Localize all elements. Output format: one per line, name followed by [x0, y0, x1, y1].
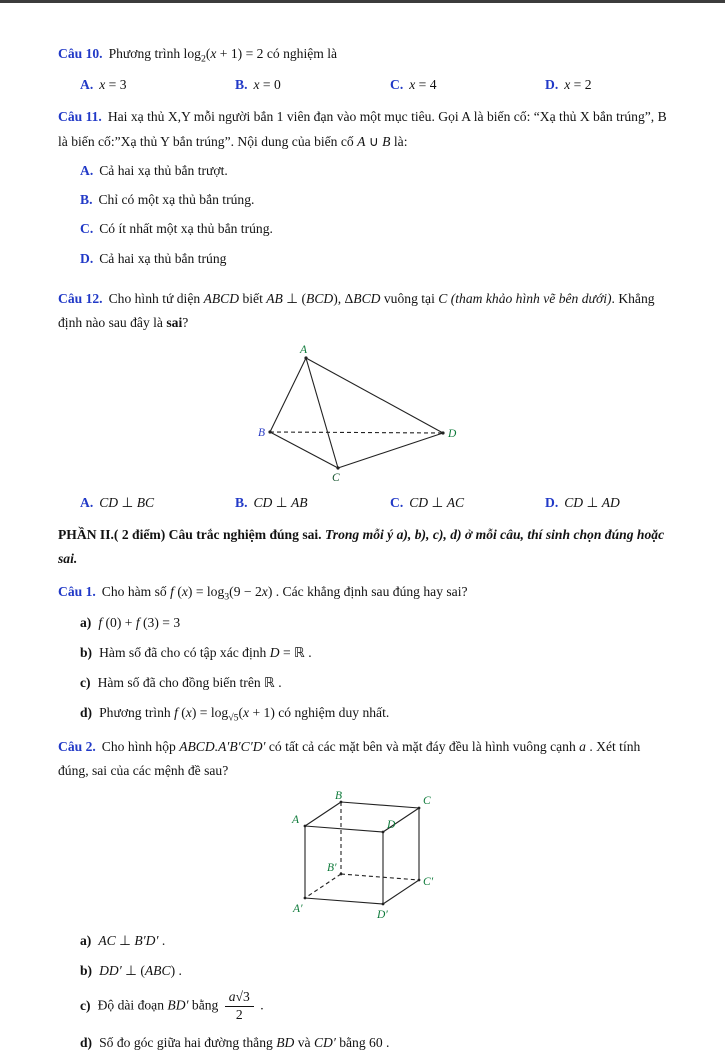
option-11-c [80, 218, 392, 239]
vertex-label-b: B [258, 426, 266, 439]
option-text: CD ⊥ AD [564, 494, 620, 510]
tetrahedron-figure [257, 342, 472, 484]
vertex-label-a: A [291, 813, 299, 826]
option-text: x = 2 [564, 77, 592, 93]
tetrahedron-figure-wrap [58, 342, 671, 488]
vertex-label-b: B [334, 789, 342, 802]
vertex-label-d: D [386, 818, 395, 831]
option-letter: D. [545, 77, 559, 93]
vertex-d-prime [381, 902, 384, 905]
statement-text: Hàm số đã cho có tập xác định D = ℝ . [99, 644, 312, 660]
vertex-d [441, 431, 444, 434]
part2-heading: PHẦN II.( 2 điểm) Câu trắc nghiệm đúng sai. Trong mỗi ý a), b), c), d) ở mỗi câu, thí sinh chọn đúng hoặc sai. [58, 526, 665, 567]
statement-1b [58, 642, 671, 663]
option-text: Cả hai xạ thủ bắn trượt. [99, 163, 228, 179]
vertex-a [303, 824, 306, 827]
statement-text: DD′ ⊥ (ABC) . [99, 962, 182, 978]
option-11-d [80, 248, 392, 269]
statement-letter: a) [80, 932, 92, 948]
option-text: x = 4 [409, 77, 437, 93]
option-12-c [390, 492, 545, 513]
box-figure [289, 790, 441, 922]
statement-text: Phương trình f $(x) = \log_{√5}(x + 1)$ có nghiệm duy nhất. [99, 705, 390, 724]
vertex-label-a: A [300, 343, 308, 356]
statement-2a [58, 930, 671, 951]
vertex-label-d-prime: D′ [376, 908, 388, 921]
edge-top-bc [341, 802, 419, 808]
vertex-label-c-prime: C′ [422, 875, 433, 888]
part2-question-2-label: Câu 2. [58, 738, 96, 754]
statement-letter: c) [80, 997, 91, 1013]
option-text: Chỉ có một xạ thủ bắn trúng. [98, 192, 255, 208]
option-10-b [235, 74, 390, 95]
statement-1d [58, 702, 671, 726]
question-12-options [58, 492, 671, 513]
question-10 [58, 42, 671, 68]
statement-2b [58, 960, 671, 981]
option-12-d [545, 492, 620, 513]
edge-cd [338, 433, 443, 468]
vertex-a [304, 356, 307, 359]
statement-2c [58, 990, 671, 1023]
question-10-options [58, 74, 671, 95]
option-text: CD ⊥ BC [99, 494, 155, 510]
vertex-label-c: C [332, 471, 340, 484]
statement-text-prefix: Độ dài đoạn BD′ bằng [97, 997, 222, 1013]
box-figure-wrap [58, 790, 671, 926]
edge-ac [306, 358, 338, 468]
option-letter: B. [80, 192, 93, 208]
statement-2d [58, 1032, 671, 1053]
question-10-label: Câu 10. [58, 46, 103, 61]
edge-ad [306, 358, 443, 433]
vertex-c-prime [417, 878, 420, 881]
vertex-d [381, 830, 384, 833]
statement-letter: d) [80, 705, 93, 721]
statement-text: Số đo góc giữa hai đường thẳng BD và CD′ bằng 60 . [99, 1034, 390, 1050]
part2-question-1-label: Câu 1. [58, 583, 96, 599]
fraction [225, 990, 254, 1023]
option-letter: C. [390, 494, 404, 510]
question-11 [58, 105, 671, 154]
question-10-text: Phương trình $\log_2(x + 1) = 2$ có nghiệm là [108, 46, 338, 65]
option-text: CD ⊥ AC [409, 494, 465, 510]
statement-text: Hàm số đã cho đồng biến trên ℝ . [97, 675, 282, 690]
option-text: x = 3 [99, 77, 127, 93]
part2-question-2 [58, 735, 671, 784]
option-letter: A. [80, 77, 94, 93]
question-11-options [58, 160, 671, 276]
option-12-b [235, 492, 390, 513]
statement-text: AC ⊥ B′D′ . [98, 932, 166, 948]
edge-bc [270, 432, 338, 468]
question-12-label: Câu 12. [58, 290, 103, 306]
option-letter: A. [80, 163, 94, 179]
vertex-c [417, 806, 420, 809]
vertex-label-d: D [448, 427, 457, 440]
option-12-a [80, 492, 235, 513]
statement-letter: c) [80, 675, 91, 690]
statement-letter: b) [80, 644, 93, 660]
part2-question-2-text: Cho hình hộp ABCD.A′B′C′D′ có tất cả các mặt bên và mặt đáy đều là hình vuông cạnh a . Xét tính đúng, sai của các mệnh đề sau? [58, 738, 641, 779]
option-10-c [390, 74, 545, 95]
option-letter: C. [390, 77, 404, 93]
statement-1a [58, 612, 671, 633]
vertex-b [268, 430, 271, 433]
question-11-text: Hai xạ thủ X,Y mỗi người bắn 1 viên đạn vào một mục tiêu. Gọi A là biến cố: “Xạ thủ X bắn trúng”, B là biến cố:”Xạ thủ Y bắn trúng”. Nội dung của biến cố A ∪ B là: [58, 109, 667, 149]
statement-text-suffix: . [256, 997, 264, 1013]
option-text: CD ⊥ AB [253, 494, 308, 510]
option-10-d [545, 74, 592, 95]
option-text: Cả hai xạ thủ bắn trúng [99, 250, 227, 266]
statement-letter: b) [80, 962, 93, 978]
edge-bottom-dc [383, 880, 419, 904]
option-letter: B. [235, 494, 248, 510]
question-12-text: Cho hình tứ diện ABCD biết AB ⊥ (BCD), ΔBCD vuông tại C (tham khảo hình vẽ bên dưới). Khẳng định nào sau đây là sai? [58, 290, 655, 331]
edge-bottom-bc-hidden [341, 874, 419, 880]
vertex-label-b-prime: B′ [326, 861, 337, 874]
option-text: x = 0 [253, 77, 281, 93]
vertex-label-c: C [422, 794, 431, 807]
part2-question-1 [58, 580, 671, 606]
option-letter: C. [80, 221, 94, 237]
option-letter: A. [80, 494, 94, 510]
edge-top-da [305, 826, 383, 832]
vertex-c [336, 466, 339, 469]
fraction-denominator: 2 [235, 1006, 243, 1022]
vertex-label-a-prime: A′ [292, 902, 303, 915]
edge-top-ab [305, 802, 341, 826]
statement-letter: d) [80, 1034, 93, 1050]
option-letter: D. [545, 494, 559, 510]
option-letter: D. [80, 250, 94, 266]
vertex-a-prime [303, 896, 306, 899]
statement-1c [58, 672, 671, 693]
edge-bottom-ba-hidden [305, 874, 341, 898]
vertex-b-prime [339, 872, 342, 875]
page-top-edge [0, 0, 725, 3]
part2-question-1-text: Cho hàm số f $(x) = \log_3(9 - 2x)$ . Các khẳng định sau đúng hay sai? [101, 583, 468, 603]
question-12 [58, 287, 671, 336]
option-letter: B. [235, 77, 248, 93]
option-10-a [80, 74, 235, 95]
question-11-label: Câu 11. [58, 109, 102, 125]
statement-text: f (0) + f (3) = 3 [98, 614, 181, 630]
edge-ab [270, 358, 306, 432]
option-11-b [80, 189, 392, 210]
option-11-a [80, 160, 392, 181]
statement-letter: a) [80, 614, 92, 630]
edge-bd-hidden [270, 432, 443, 433]
edge-bottom-ad [305, 898, 383, 904]
fraction-numerator: a√3 [225, 990, 254, 1007]
option-text: Có ít nhất một xạ thủ bắn trúng. [99, 221, 273, 237]
